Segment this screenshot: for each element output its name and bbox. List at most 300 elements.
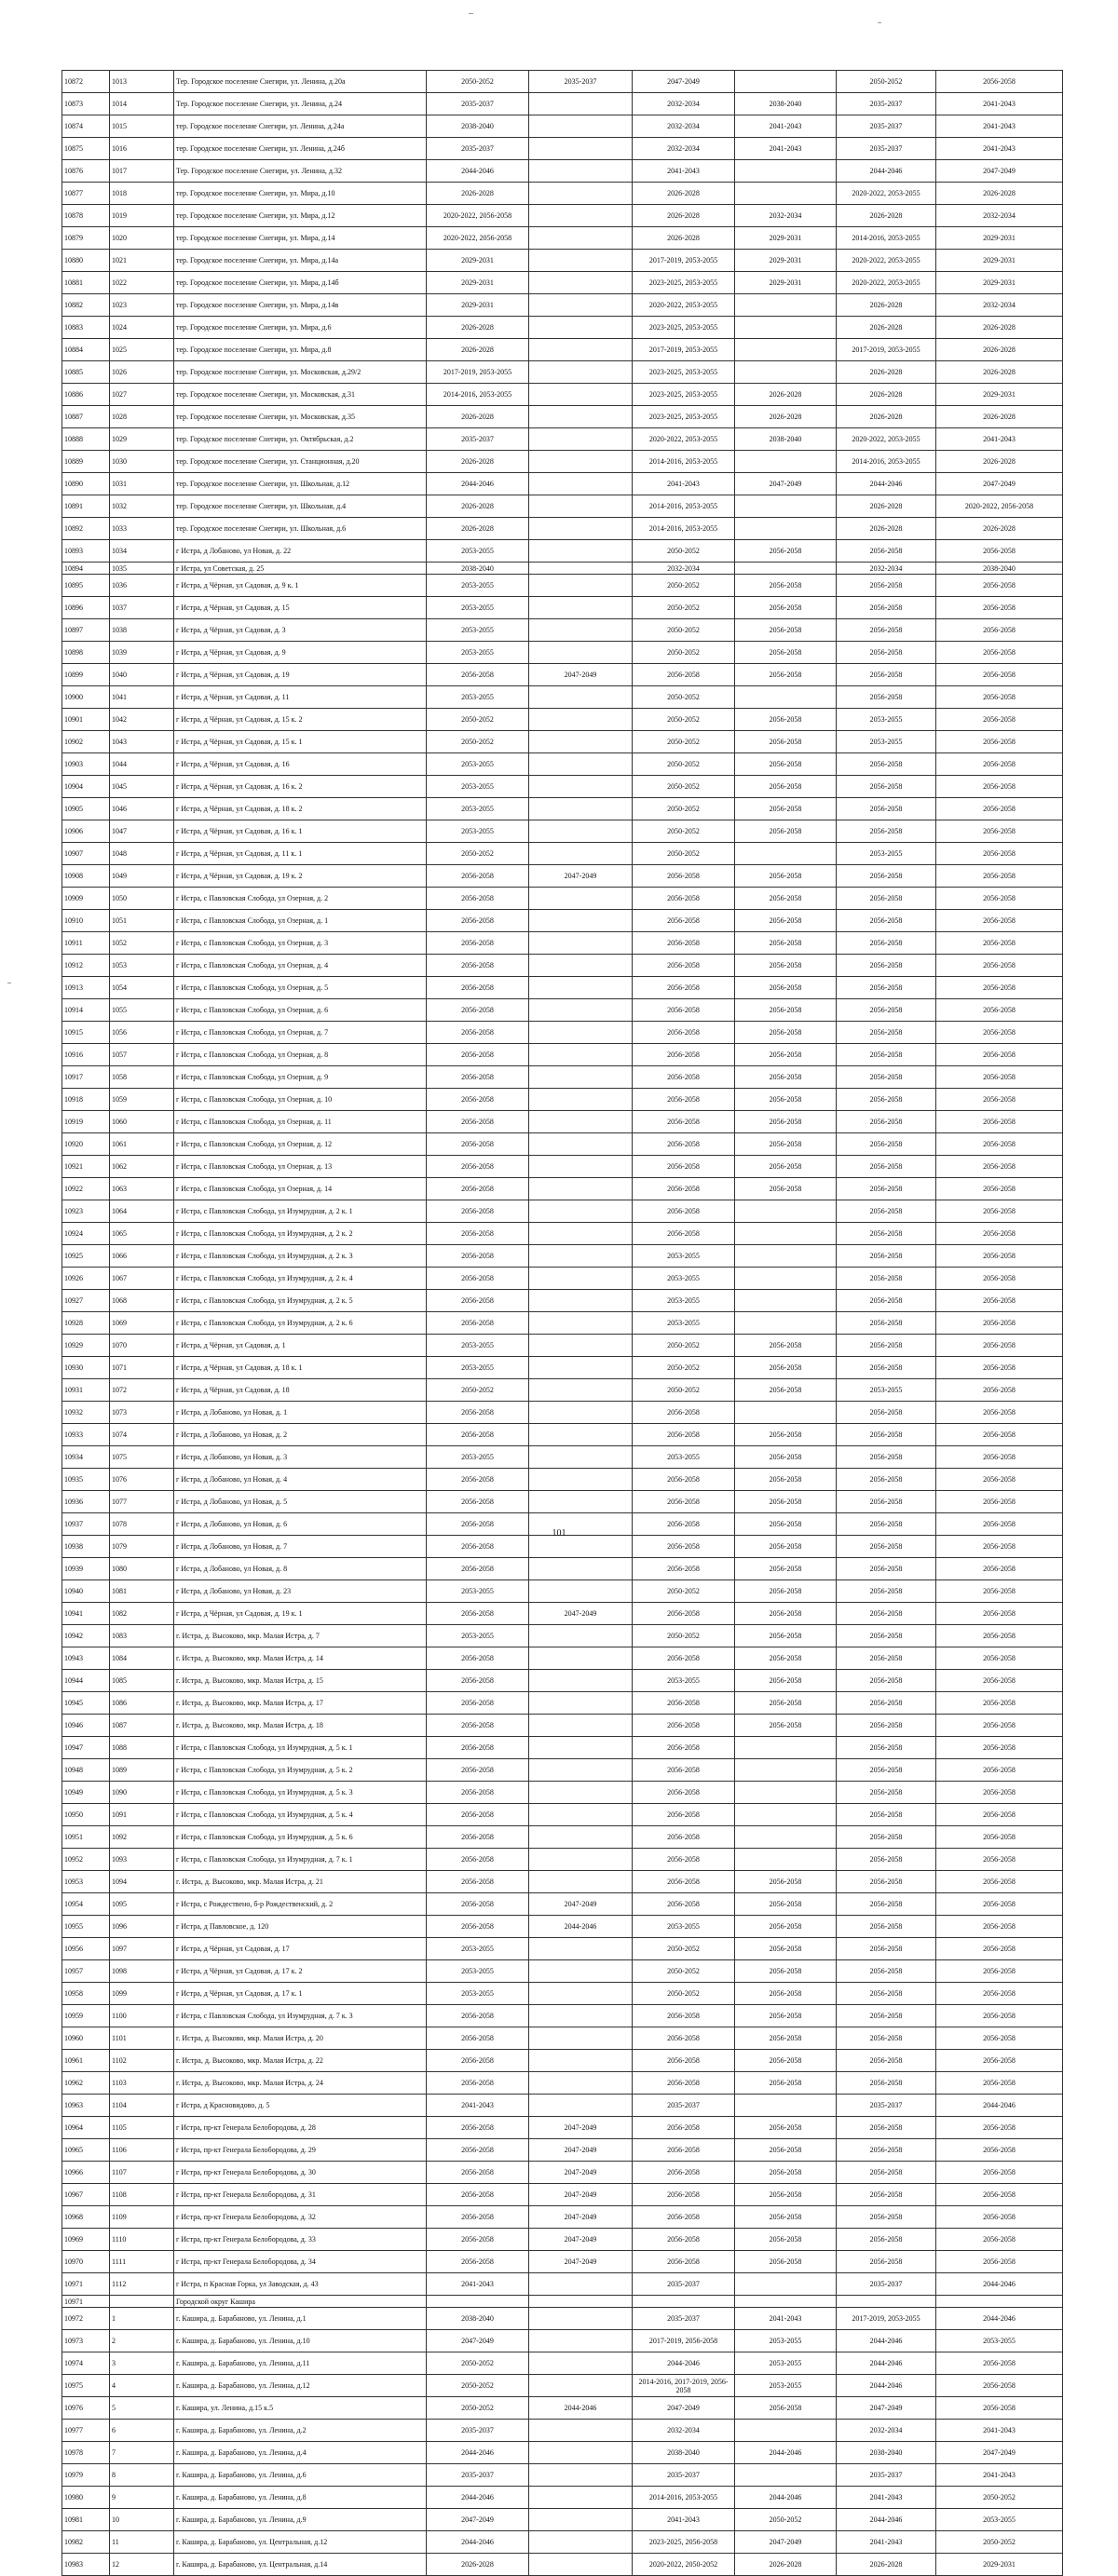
period-col-1-cell: 2056-2058 [427, 999, 529, 1022]
period-col-3-cell: 2056-2058 [633, 664, 735, 686]
row-number-cell: 10945 [62, 1692, 110, 1715]
row-number-cell: 10909 [62, 888, 110, 910]
table-row [62, 2375, 1063, 2397]
table-row [62, 2251, 1063, 2273]
address-cell: г Истра, с Павловская Слобода, ул Изумрудная, д. 5 к. 1 [174, 1737, 427, 1759]
period-col-1-cell: 2056-2058 [427, 1290, 529, 1312]
period-col-1-cell: 2029-2031 [427, 250, 529, 272]
address-cell: г Истра, д Чёрная, ул Садовая, д. 19 к. 1 [174, 1603, 427, 1625]
period-col-6-cell: 2056-2058 [936, 1446, 1063, 1469]
house-number-cell: 6 [110, 2420, 174, 2442]
period-col-1-cell: 2056-2058 [427, 1871, 529, 1893]
period-col-6-cell: 2053-2055 [936, 2509, 1063, 2531]
house-number-cell: 1061 [110, 1133, 174, 1156]
period-col-4-cell [735, 1782, 837, 1804]
period-col-2-cell [529, 2464, 633, 2487]
period-col-6-cell: 2056-2058 [936, 2375, 1063, 2397]
address-cell: тер. Городское поселение Снегири, ул. Октябрьская, д.2 [174, 428, 427, 451]
period-col-4-cell: 2056-2058 [735, 2397, 837, 2420]
period-col-1-cell: 2053-2055 [427, 1335, 529, 1357]
period-col-5-cell: 2026-2028 [837, 518, 936, 540]
period-col-2-cell [529, 910, 633, 932]
table-row [62, 563, 1063, 575]
row-number-cell: 10955 [62, 1916, 110, 1938]
period-col-4-cell: 2056-2058 [735, 910, 837, 932]
period-col-5-cell: 2056-2058 [837, 1558, 936, 1580]
house-number-cell: 1013 [110, 71, 174, 93]
period-col-6-cell: 2056-2058 [936, 1647, 1063, 1670]
period-col-6-cell: 2056-2058 [936, 1312, 1063, 1335]
address-cell: г Истра, с Павловская Слобода, ул Озерная, д. 5 [174, 977, 427, 999]
row-number-cell: 10947 [62, 1737, 110, 1759]
period-col-2-cell [529, 1335, 633, 1357]
period-col-6-cell: 2056-2058 [936, 686, 1063, 709]
period-col-2-cell [529, 1357, 633, 1379]
period-col-3-cell: 2017-2019, 2056-2058 [633, 2330, 735, 2352]
period-col-4-cell: 2056-2058 [735, 798, 837, 820]
table-row [62, 1245, 1063, 1268]
period-col-2-cell [529, 1446, 633, 1469]
period-col-4-cell: 2056-2058 [735, 820, 837, 843]
period-col-1-cell: 2053-2055 [427, 1983, 529, 2005]
address-cell: тер. Городское поселение Снегири, ул. Московская, д.29/2 [174, 361, 427, 384]
table-row [62, 1089, 1063, 1111]
period-col-3-cell: 2023-2025, 2053-2055 [633, 361, 735, 384]
period-col-2-cell [529, 2442, 633, 2464]
table-row [62, 955, 1063, 977]
period-col-2-cell [529, 2027, 633, 2050]
period-col-3-cell: 2023-2025, 2056-2058 [633, 2531, 735, 2554]
row-number-cell: 10968 [62, 2206, 110, 2229]
period-col-2-cell [529, 1849, 633, 1871]
period-col-1-cell: 2026-2028 [427, 183, 529, 205]
period-col-4-cell [735, 317, 837, 339]
period-col-5-cell: 2056-2058 [837, 888, 936, 910]
period-col-2-cell [529, 160, 633, 183]
house-number-cell: 1020 [110, 227, 174, 250]
house-number-cell: 12 [110, 2554, 174, 2576]
period-col-6-cell: 2056-2058 [936, 843, 1063, 865]
period-col-5-cell: 2056-2058 [837, 2005, 936, 2027]
period-col-4-cell: 2056-2058 [735, 1938, 837, 1960]
period-col-6-cell: 2029-2031 [936, 2554, 1063, 2576]
table-row [62, 2005, 1063, 2027]
period-col-2-cell [529, 1782, 633, 1804]
address-cell: г. Истра, д. Высоково, мкр. Малая Истра, д. 14 [174, 1647, 427, 1670]
period-col-6-cell: 2032-2034 [936, 205, 1063, 227]
period-col-5-cell: 2056-2058 [837, 2184, 936, 2206]
period-col-5-cell: 2026-2028 [837, 384, 936, 406]
period-col-6-cell: 2056-2058 [936, 2162, 1063, 2184]
period-col-5-cell: 2056-2058 [837, 999, 936, 1022]
table-row [62, 888, 1063, 910]
house-number-cell: 3 [110, 2352, 174, 2375]
period-col-3-cell: 2050-2052 [633, 686, 735, 709]
house-number-cell: 1084 [110, 1647, 174, 1670]
address-cell: г Истра, д Чёрная, ул Садовая, д. 9 [174, 642, 427, 664]
address-cell: г Истра, с Павловская Слобода, ул Озерная, д. 12 [174, 1133, 427, 1156]
period-col-1-cell: 2056-2058 [427, 2251, 529, 2273]
period-col-6-cell: 2056-2058 [936, 1513, 1063, 1536]
period-col-6-cell: 2056-2058 [936, 1156, 1063, 1178]
address-cell: Тер. Городское поселение Снегири, ул. Ленина, д.32 [174, 160, 427, 183]
period-col-5-cell: 2056-2058 [837, 1938, 936, 1960]
house-number-cell: 1055 [110, 999, 174, 1022]
house-number-cell: 1099 [110, 1983, 174, 2005]
table-row [62, 205, 1063, 227]
house-number-cell: 1016 [110, 138, 174, 160]
period-col-5-cell: 2056-2058 [837, 2050, 936, 2072]
house-number-cell: 1090 [110, 1782, 174, 1804]
row-number-cell: 10974 [62, 2352, 110, 2375]
period-col-2-cell [529, 2050, 633, 2072]
period-col-1-cell: 2035-2037 [427, 2420, 529, 2442]
period-col-1-cell: 2056-2058 [427, 1178, 529, 1200]
period-col-1-cell: 2026-2028 [427, 518, 529, 540]
period-col-5-cell: 2041-2043 [837, 2531, 936, 2554]
row-number-cell: 10956 [62, 1938, 110, 1960]
period-col-6-cell: 2020-2022, 2056-2058 [936, 495, 1063, 518]
address-cell: г Истра, д Чёрная, ул Садовая, д. 15 к. 1 [174, 731, 427, 753]
period-col-1-cell: 2056-2058 [427, 1022, 529, 1044]
address-cell: г. Кашира, д. Барабаново, ул. Ленина, д.8 [174, 2487, 427, 2509]
period-col-4-cell: 2047-2049 [735, 473, 837, 495]
period-col-4-cell: 2056-2058 [735, 2162, 837, 2184]
period-col-6-cell: 2056-2058 [936, 1670, 1063, 1692]
period-col-3-cell: 2056-2058 [633, 1491, 735, 1513]
row-number-cell: 10960 [62, 2027, 110, 2050]
period-col-3-cell: 2050-2052 [633, 820, 735, 843]
period-col-1-cell: 2056-2058 [427, 1536, 529, 1558]
period-col-4-cell: 2056-2058 [735, 1558, 837, 1580]
period-col-5-cell: 2056-2058 [837, 1066, 936, 1089]
period-col-4-cell: 2056-2058 [735, 1491, 837, 1513]
period-col-5-cell: 2056-2058 [837, 2229, 936, 2251]
table-row [62, 1044, 1063, 1066]
period-col-3-cell: 2050-2052 [633, 753, 735, 776]
house-number-cell: 11 [110, 2531, 174, 2554]
period-col-6-cell: 2056-2058 [936, 619, 1063, 642]
house-number-cell: 1107 [110, 2162, 174, 2184]
address-cell: г Истра, пр-кт Генерала Белобородова, д. 34 [174, 2251, 427, 2273]
period-col-3-cell: 2041-2043 [633, 2509, 735, 2531]
address-cell: тер. Городское поселение Снегири, ул. Московская, д.35 [174, 406, 427, 428]
period-col-3-cell: 2050-2052 [633, 642, 735, 664]
period-col-4-cell: 2056-2058 [735, 1178, 837, 1200]
period-col-4-cell: 2056-2058 [735, 597, 837, 619]
period-col-6-cell: 2056-2058 [936, 999, 1063, 1022]
row-number-cell: 10886 [62, 384, 110, 406]
period-col-3-cell: 2053-2055 [633, 1245, 735, 1268]
period-col-6-cell: 2056-2058 [936, 1245, 1063, 1268]
period-col-2-cell [529, 2352, 633, 2375]
address-cell: г Истра, с Павловская Слобода, ул Изумрудная, д. 5 к. 4 [174, 1804, 427, 1826]
table-row [62, 1066, 1063, 1089]
row-number-cell: 10895 [62, 575, 110, 597]
period-col-5-cell: 2032-2034 [837, 2420, 936, 2442]
house-number-cell: 1048 [110, 843, 174, 865]
table-row [62, 317, 1063, 339]
period-col-1-cell: 2056-2058 [427, 1066, 529, 1089]
period-col-2-cell: 2047-2049 [529, 2206, 633, 2229]
house-number-cell: 1027 [110, 384, 174, 406]
address-cell: г Истра, д Лобаново, ул Новая, д. 22 [174, 540, 427, 563]
period-col-1-cell: 2053-2055 [427, 1625, 529, 1647]
address-cell: г Истра, с Павловская Слобода, ул Озерная, д. 6 [174, 999, 427, 1022]
row-number-cell: 10941 [62, 1603, 110, 1625]
period-col-2-cell [529, 2005, 633, 2027]
period-col-3-cell: 2050-2052 [633, 776, 735, 798]
period-col-3-cell: 2056-2058 [633, 2005, 735, 2027]
period-col-5-cell: 2056-2058 [837, 1715, 936, 1737]
row-number-cell: 10943 [62, 1647, 110, 1670]
period-col-2-cell [529, 473, 633, 495]
period-col-6-cell: 2056-2058 [936, 1089, 1063, 1111]
period-col-5-cell: 2056-2058 [837, 1603, 936, 1625]
period-col-3-cell: 2056-2058 [633, 2117, 735, 2139]
address-cell: г Истра, с Рождествено, б-р Рождественский, д. 2 [174, 1893, 427, 1916]
period-col-1-cell: 2056-2058 [427, 977, 529, 999]
period-col-1-cell: 2056-2058 [427, 1893, 529, 1916]
period-col-6-cell: 2050-2052 [936, 2531, 1063, 2554]
table-row [62, 575, 1063, 597]
row-number-cell: 10893 [62, 540, 110, 563]
period-col-1-cell: 2056-2058 [427, 1491, 529, 1513]
house-number-cell: 1063 [110, 1178, 174, 1200]
period-col-3-cell: 2020-2022, 2053-2055 [633, 428, 735, 451]
period-col-4-cell: 2056-2058 [735, 1379, 837, 1402]
period-col-4-cell: 2056-2058 [735, 619, 837, 642]
house-number-cell: 1073 [110, 1402, 174, 1424]
period-col-2-cell [529, 731, 633, 753]
period-col-4-cell: 2056-2058 [735, 2251, 837, 2273]
period-col-6-cell: 2056-2058 [936, 820, 1063, 843]
period-col-2-cell [529, 1983, 633, 2005]
period-col-6-cell: 2056-2058 [936, 1983, 1063, 2005]
period-col-1-cell: 2053-2055 [427, 1580, 529, 1603]
period-col-5-cell: 2050-2052 [837, 71, 936, 93]
period-col-4-cell [735, 1268, 837, 1290]
house-number-cell: 1033 [110, 518, 174, 540]
house-number-cell: 5 [110, 2397, 174, 2420]
table-row [62, 272, 1063, 294]
address-cell: г. Истра, д. Высоково, мкр. Малая Истра, д. 20 [174, 2027, 427, 2050]
table-row [62, 2027, 1063, 2050]
period-col-3-cell: 2056-2058 [633, 1647, 735, 1670]
period-col-6-cell: 2032-2034 [936, 294, 1063, 317]
period-col-2-cell: 2047-2049 [529, 2251, 633, 2273]
period-col-1-cell: 2056-2058 [427, 1737, 529, 1759]
period-col-3-cell: 2056-2058 [633, 1558, 735, 1580]
period-col-3-cell: 2056-2058 [633, 1759, 735, 1782]
repair-schedule-table [61, 70, 1063, 2576]
address-cell: г Истра, д Чёрная, ул Садовая, д. 9 к. 1 [174, 575, 427, 597]
row-number-cell: 10926 [62, 1268, 110, 1290]
row-number-cell: 10915 [62, 1022, 110, 1044]
period-col-3-cell: 2014-2016, 2053-2055 [633, 495, 735, 518]
period-col-3-cell: 2032-2034 [633, 93, 735, 115]
period-col-4-cell [735, 183, 837, 205]
period-col-1-cell: 2056-2058 [427, 1782, 529, 1804]
period-col-3-cell: 2014-2016, 2053-2055 [633, 518, 735, 540]
period-col-3-cell: 2035-2037 [633, 2308, 735, 2330]
period-col-4-cell: 2026-2028 [735, 2554, 837, 2576]
period-col-4-cell: 2029-2031 [735, 227, 837, 250]
period-col-6-cell: 2056-2058 [936, 2206, 1063, 2229]
period-col-6-cell: 2056-2058 [936, 2005, 1063, 2027]
period-col-6-cell: 2056-2058 [936, 888, 1063, 910]
period-col-3-cell: 2020-2022, 2053-2055 [633, 294, 735, 317]
period-col-3-cell: 2050-2052 [633, 1335, 735, 1357]
period-col-5-cell: 2056-2058 [837, 1089, 936, 1111]
period-col-4-cell [735, 451, 837, 473]
period-col-4-cell [735, 518, 837, 540]
period-col-4-cell: 2056-2058 [735, 1647, 837, 1670]
period-col-1-cell: 2056-2058 [427, 664, 529, 686]
house-number-cell: 1025 [110, 339, 174, 361]
row-number-cell: 10970 [62, 2251, 110, 2273]
address-cell: г Истра, д Лобаново, ул Новая, д. 6 [174, 1513, 427, 1536]
period-col-5-cell: 2056-2058 [837, 1849, 936, 1871]
period-col-4-cell: 2056-2058 [735, 2005, 837, 2027]
period-col-1-cell: 2056-2058 [427, 1826, 529, 1849]
period-col-1-cell: 2056-2058 [427, 865, 529, 888]
period-col-2-cell [529, 1178, 633, 1200]
period-col-5-cell: 2053-2055 [837, 731, 936, 753]
house-number-cell: 1108 [110, 2184, 174, 2206]
address-cell: г Истра, с Павловская Слобода, ул Изумрудная, д. 7 к. 3 [174, 2005, 427, 2027]
period-col-4-cell: 2047-2049 [735, 2531, 837, 2554]
period-col-5-cell: 2056-2058 [837, 1200, 936, 1223]
house-number-cell: 9 [110, 2487, 174, 2509]
house-number-cell [110, 2296, 174, 2308]
period-col-1-cell: 2056-2058 [427, 2206, 529, 2229]
period-col-4-cell: 2056-2058 [735, 1871, 837, 1893]
period-col-4-cell: 2056-2058 [735, 2229, 837, 2251]
period-col-6-cell: 2056-2058 [936, 2229, 1063, 2251]
period-col-5-cell: 2056-2058 [837, 2117, 936, 2139]
period-col-4-cell [735, 339, 837, 361]
address-cell: г Истра, д Чёрная, ул Садовая, д. 15 к. 2 [174, 709, 427, 731]
row-number-cell: 10952 [62, 1849, 110, 1871]
period-col-6-cell: 2044-2046 [936, 2308, 1063, 2330]
house-number-cell: 1062 [110, 1156, 174, 1178]
period-col-4-cell [735, 1245, 837, 1268]
address-cell: г Истра, д Чёрная, ул Садовая, д. 17 к. 1 [174, 1983, 427, 2005]
period-col-6-cell: 2056-2058 [936, 1133, 1063, 1156]
period-col-3-cell: 2056-2058 [633, 1066, 735, 1089]
period-col-6-cell: 2056-2058 [936, 1558, 1063, 1580]
table-row [62, 1737, 1063, 1759]
table-row [62, 1580, 1063, 1603]
house-number-cell: 1050 [110, 888, 174, 910]
period-col-5-cell: 2056-2058 [837, 1513, 936, 1536]
period-col-3-cell: 2050-2052 [633, 540, 735, 563]
period-col-3-cell: 2032-2034 [633, 563, 735, 575]
address-cell: г Истра, д Лобаново, ул Новая, д. 5 [174, 1491, 427, 1513]
house-number-cell: 1042 [110, 709, 174, 731]
row-number-cell: 10920 [62, 1133, 110, 1156]
period-col-5-cell: 2044-2046 [837, 473, 936, 495]
period-col-4-cell: 2056-2058 [735, 1357, 837, 1379]
house-number-cell: 1069 [110, 1312, 174, 1335]
period-col-6-cell: 2056-2058 [936, 1826, 1063, 1849]
period-col-5-cell: 2026-2028 [837, 294, 936, 317]
address-cell: г Истра, с Павловская Слобода, ул Изумрудная, д. 2 к. 6 [174, 1312, 427, 1335]
row-number-cell: 10939 [62, 1558, 110, 1580]
period-col-5-cell: 2017-2019, 2053-2055 [837, 339, 936, 361]
address-cell: г Истра, пр-кт Генерала Белобородова, д. 31 [174, 2184, 427, 2206]
period-col-5-cell: 2044-2046 [837, 2375, 936, 2397]
period-col-5-cell: 2014-2016, 2053-2055 [837, 227, 936, 250]
period-col-2-cell [529, 619, 633, 642]
period-col-4-cell: 2056-2058 [735, 955, 837, 977]
period-col-6-cell: 2029-2031 [936, 250, 1063, 272]
house-number-cell: 1058 [110, 1066, 174, 1089]
period-col-4-cell: 2056-2058 [735, 865, 837, 888]
table-row [62, 932, 1063, 955]
period-col-4-cell: 2056-2058 [735, 1066, 837, 1089]
table-row [62, 406, 1063, 428]
period-col-5-cell: 2056-2058 [837, 642, 936, 664]
period-col-5-cell: 2026-2028 [837, 361, 936, 384]
period-col-3-cell: 2053-2055 [633, 1268, 735, 1290]
row-number-cell: 10938 [62, 1536, 110, 1558]
period-col-3-cell: 2056-2058 [633, 1692, 735, 1715]
period-col-1-cell: 2044-2046 [427, 160, 529, 183]
period-col-1-cell: 2050-2052 [427, 843, 529, 865]
period-col-2-cell [529, 2554, 633, 2576]
house-number-cell: 1017 [110, 160, 174, 183]
period-col-6-cell: 2056-2058 [936, 1715, 1063, 1737]
period-col-4-cell [735, 1759, 837, 1782]
house-number-cell: 1044 [110, 753, 174, 776]
house-number-cell: 1100 [110, 2005, 174, 2027]
period-col-4-cell: 2056-2058 [735, 1603, 837, 1625]
period-col-1-cell: 2056-2058 [427, 1312, 529, 1335]
period-col-1-cell: 2035-2037 [427, 93, 529, 115]
row-number-cell: 10892 [62, 518, 110, 540]
period-col-3-cell: 2056-2058 [633, 1178, 735, 1200]
table-row [62, 910, 1063, 932]
address-cell: г. Истра, д. Высоково, мкр. Малая Истра, д. 21 [174, 1871, 427, 1893]
period-col-1-cell: 2056-2058 [427, 1849, 529, 1871]
row-number-cell: 10883 [62, 317, 110, 339]
row-number-cell: 10898 [62, 642, 110, 664]
row-number-cell: 10912 [62, 955, 110, 977]
row-number-cell: 10965 [62, 2139, 110, 2162]
period-col-5-cell: 2035-2037 [837, 93, 936, 115]
address-cell: г. Кашира, д. Барабаново, ул. Ленина, д.9 [174, 2509, 427, 2531]
row-number-cell: 10949 [62, 1782, 110, 1804]
table-row [62, 227, 1063, 250]
period-col-2-cell [529, 1089, 633, 1111]
period-col-1-cell: 2056-2058 [427, 1245, 529, 1268]
period-col-3-cell: 2044-2046 [633, 2352, 735, 2375]
period-col-6-cell: 2026-2028 [936, 361, 1063, 384]
period-col-1-cell: 2053-2055 [427, 540, 529, 563]
address-cell: г. Кашира, д. Барабаново, ул. Ленина, д.10 [174, 2330, 427, 2352]
period-col-4-cell: 2056-2058 [735, 977, 837, 999]
house-number-cell: 1040 [110, 664, 174, 686]
period-col-5-cell: 2020-2022, 2053-2055 [837, 272, 936, 294]
period-col-6-cell: 2056-2058 [936, 709, 1063, 731]
period-col-6-cell: 2056-2058 [936, 977, 1063, 999]
period-col-1-cell: 2044-2046 [427, 2487, 529, 2509]
period-col-4-cell: 2056-2058 [735, 1692, 837, 1715]
table-row [62, 2554, 1063, 2576]
row-number-cell: 10914 [62, 999, 110, 1022]
